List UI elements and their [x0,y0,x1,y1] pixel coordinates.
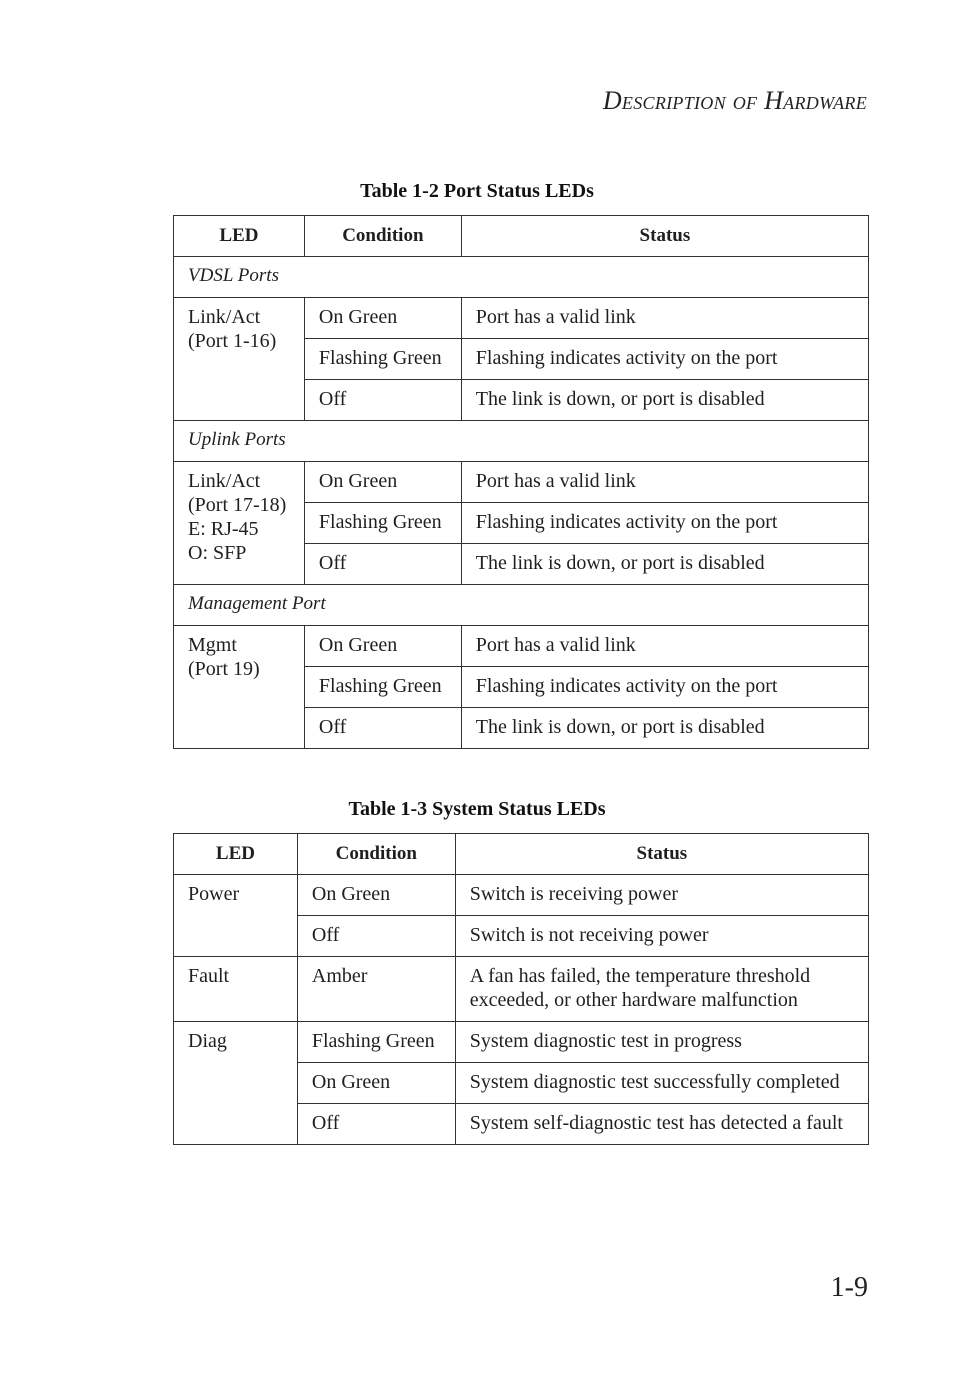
status-line: A fan has failed, the temperature threshold [469,965,811,987]
status-cell: The link is down, or port is disabled [461,708,868,749]
column-header-led: LED [174,834,298,875]
condition-cell: Off [304,380,461,421]
condition-cell: Off [297,1104,455,1145]
table-row [174,957,869,1022]
led-label: (Port 17-18) [188,494,287,516]
column-header-status: Status [461,216,868,257]
led-label: O: SFP [188,542,247,564]
table-1-3-caption: Table 1-3 System Status LEDs [348,798,606,820]
led-label: E: RJ-45 [188,518,259,540]
status-cell: Port has a valid link [461,298,868,339]
condition-cell: Off [304,544,461,585]
table-row [174,626,869,667]
status-cell: System self-diagnostic test has detected a fault [455,1104,868,1145]
table-row [174,875,869,916]
status-cell: Port has a valid link [461,462,868,503]
section-row-uplink [174,421,869,462]
status-cell: The link is down, or port is disabled [461,544,868,585]
table-row [174,298,869,339]
column-header-condition: Condition [297,834,455,875]
table-row [174,462,869,503]
status-line: exceeded, or other hardware malfunction [469,989,798,1011]
led-label: Link/Act [188,306,261,328]
status-cell: Flashing indicates activity on the port [461,503,868,544]
led-label: Link/Act [188,470,261,492]
status-cell: System diagnostic test in progress [455,1022,868,1063]
status-cell: Port has a valid link [461,626,868,667]
condition-cell: On Green [297,1063,455,1104]
status-cell: The link is down, or port is disabled [461,380,868,421]
condition-cell: Flashing Green [304,667,461,708]
status-cell: Switch is not receiving power [455,916,868,957]
status-cell: Flashing indicates activity on the port [461,667,868,708]
led-cell: Fault [174,957,298,1022]
section-label: Management Port [174,585,869,626]
led-cell [174,462,305,585]
status-cell: System diagnostic test successfully completed [455,1063,868,1104]
column-header-condition: Condition [304,216,461,257]
status-cell: Switch is receiving power [455,875,868,916]
section-row-vdsl [174,257,869,298]
system-status-table [173,833,869,1145]
running-head: Description of Hardware [602,86,867,115]
condition-cell: Amber [297,957,455,1022]
condition-cell: On Green [304,298,461,339]
status-cell [455,957,868,1022]
condition-cell: On Green [304,626,461,667]
led-cell [174,626,305,749]
condition-cell: On Green [297,875,455,916]
condition-cell: Flashing Green [304,503,461,544]
led-label: (Port 1-16) [188,330,277,352]
column-header-led: LED [174,216,305,257]
section-label: Uplink Ports [174,421,869,462]
led-label: Mgmt [188,634,237,656]
section-row-management [174,585,869,626]
condition-cell: On Green [304,462,461,503]
status-cell: Flashing indicates activity on the port [461,339,868,380]
led-cell: Diag [174,1022,298,1145]
table-1-2-caption: Table 1-2 Port Status LEDs [360,180,594,202]
led-label: (Port 19) [188,658,260,680]
port-status-table [173,215,869,749]
table-header-row [174,834,869,875]
section-label: VDSL Ports [174,257,869,298]
condition-cell: Off [297,916,455,957]
led-cell [174,298,305,421]
condition-cell: Off [304,708,461,749]
led-cell: Power [174,875,298,957]
table-header-row [174,216,869,257]
condition-cell: Flashing Green [304,339,461,380]
condition-cell: Flashing Green [297,1022,455,1063]
column-header-status: Status [455,834,868,875]
page-number: 1-9 [830,1272,868,1303]
table-row [174,1022,869,1063]
